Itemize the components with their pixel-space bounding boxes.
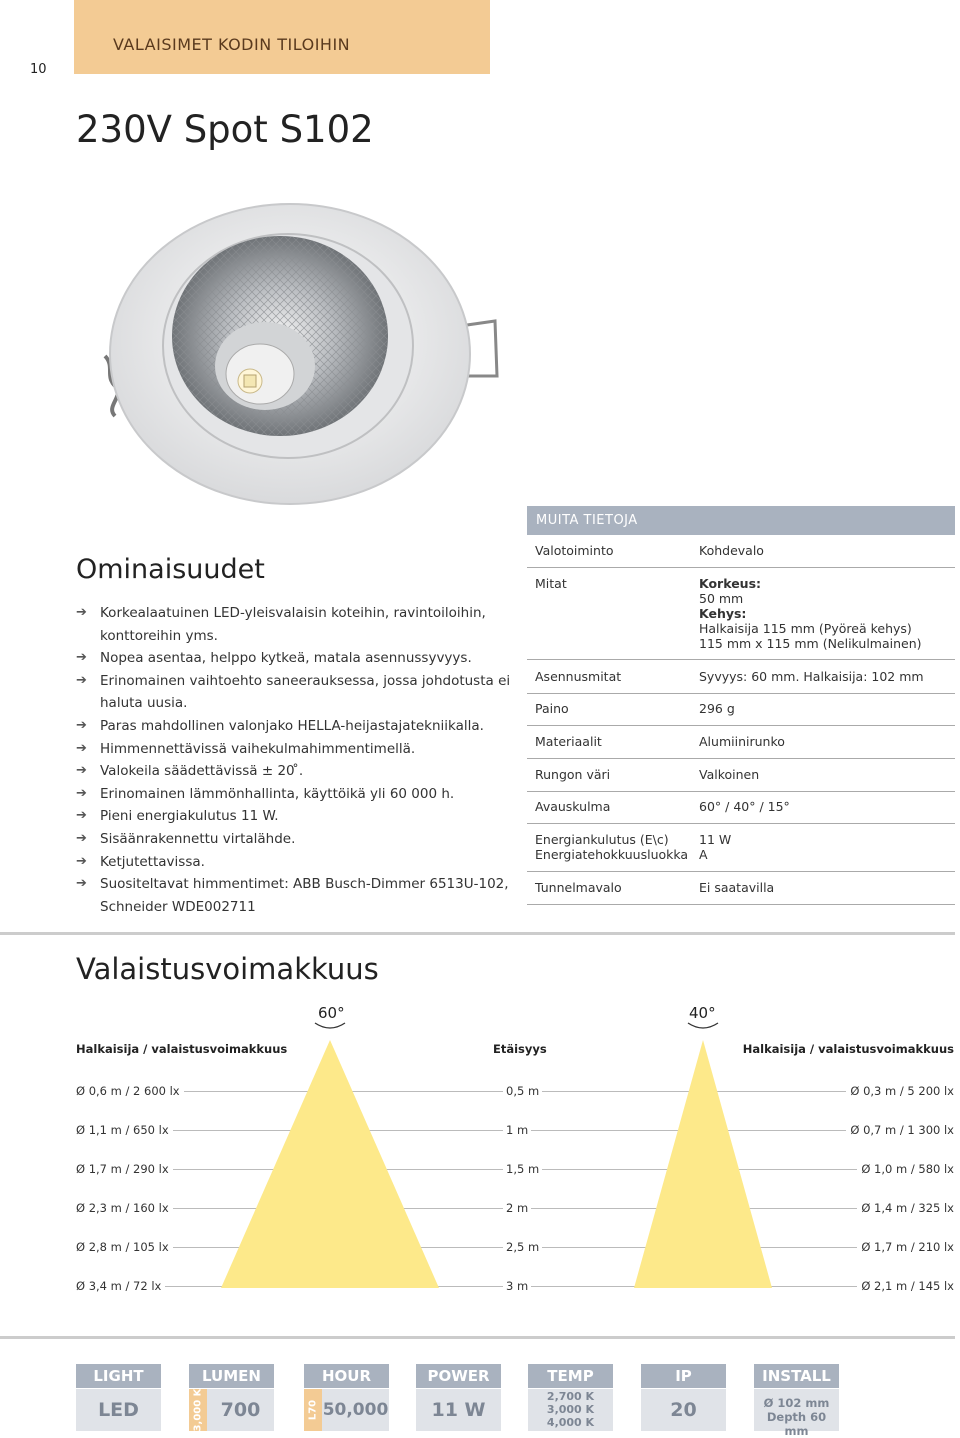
- arrow-right-icon: ➔: [76, 763, 87, 779]
- lux-distance: 0,5 m: [503, 1084, 542, 1098]
- feature-text: Ketjutettavissa.: [100, 853, 205, 870]
- info-label: Mitat: [535, 576, 567, 591]
- info-value-line: A: [699, 847, 708, 862]
- feature-item: [76, 602, 516, 647]
- info-row: [527, 669, 955, 694]
- feature-item: [76, 670, 516, 715]
- info-label: Materiaalit: [535, 734, 602, 749]
- feature-item: [76, 738, 516, 761]
- temp-option: 2,700 K: [546, 1390, 595, 1403]
- arrow-right-icon: ➔: [76, 672, 87, 688]
- info-value: [699, 832, 731, 862]
- section-title: VALAISIMET KODIN TILOIHIN: [113, 35, 351, 54]
- info-row: [527, 767, 955, 792]
- col-head-left: Halkaisija / valaistusvoimakkuus: [76, 1042, 288, 1056]
- install-depth: Depth 60 mm: [766, 1410, 827, 1438]
- col-head-right: Halkaisija / valaistusvoimakkuus: [742, 1042, 954, 1056]
- feature-text: Himmennettävissä vaihekulmahimmentimellä.: [100, 740, 416, 757]
- feature-text: Sisäänrakennettu virtalähde.: [100, 830, 296, 847]
- feature-item: [76, 851, 516, 874]
- arrow-right-icon: ➔: [76, 808, 87, 824]
- arrow-right-icon: ➔: [76, 717, 87, 733]
- lux-left: Ø 2,3 m / 160 lx: [76, 1201, 173, 1215]
- spec-lumen-head: LUMEN: [189, 1364, 274, 1388]
- spec-power-head: POWER: [416, 1364, 501, 1388]
- dim-value: 50 mm: [699, 591, 744, 606]
- lux-distance: 2 m: [503, 1201, 531, 1215]
- feature-item: [76, 783, 516, 806]
- info-value: [699, 576, 922, 651]
- dim-heading: Kehys:: [699, 606, 747, 621]
- dim-value: Halkaisija 115 mm (Pyöreä kehys): [699, 621, 912, 636]
- info-label-line: Energiatehokkuusluokka: [535, 847, 689, 862]
- temp-option: 4,000 K: [546, 1416, 595, 1429]
- info-label: [535, 832, 688, 862]
- info-value-line: 11 W: [699, 832, 732, 847]
- arrow-right-icon: ➔: [76, 785, 87, 801]
- temp-option: 3,000 K: [546, 1403, 595, 1416]
- lux-left: Ø 2,8 m / 105 lx: [76, 1240, 173, 1254]
- feature-item: [76, 873, 516, 918]
- beam-diagram: [0, 995, 960, 1300]
- spec-install-head: INSTALL: [754, 1364, 839, 1388]
- info-row: [527, 799, 955, 824]
- feature-text: Erinomainen vaihtoehto saneerauksessa, jossa johdotusta ei haluta uusia.: [100, 672, 511, 712]
- spec-hour-value: 50,000: [322, 1389, 389, 1431]
- feature-item: [76, 805, 516, 828]
- feature-item: [76, 647, 516, 670]
- lux-left: Ø 0,6 m / 2 600 lx: [76, 1084, 184, 1098]
- spec-light-head: LIGHT: [76, 1364, 161, 1388]
- lux-right: Ø 1,4 m / 325 lx: [857, 1201, 954, 1215]
- dim-heading: Korkeus:: [699, 576, 762, 591]
- beam-40-cone: [634, 1040, 772, 1288]
- lux-left: Ø 1,7 m / 290 lx: [76, 1162, 173, 1176]
- spec-temp-head: TEMP: [528, 1364, 613, 1388]
- info-row: [527, 880, 955, 905]
- feature-text: Nopea asentaa, helppo kytkeä, matala asennussyvyys.: [100, 650, 472, 667]
- feature-text: Pieni energiakulutus 11 W.: [100, 808, 279, 825]
- info-label-line: Energiankulutus (E\c): [535, 832, 669, 847]
- product-image: [100, 176, 530, 506]
- lux-distance: 2,5 m: [503, 1240, 542, 1254]
- features-list: [76, 602, 516, 918]
- section-divider: [0, 1336, 955, 1339]
- info-label: Rungon väri: [535, 767, 611, 782]
- features-title: Ominaisuudet: [76, 554, 265, 585]
- lux-distance: 1 m: [503, 1123, 531, 1137]
- feature-text: Valokeila säädettävissä ± 20 ̊.: [100, 763, 304, 780]
- lux-left: Ø 3,4 m / 72 lx: [76, 1279, 165, 1293]
- info-value: 296 g: [699, 701, 735, 716]
- arrow-right-icon: ➔: [76, 853, 87, 869]
- beam-60-cone: [221, 1040, 439, 1288]
- info-label: Valotoiminto: [535, 543, 614, 558]
- arrow-right-icon: ➔: [76, 740, 87, 756]
- col-head-mid: Etäisyys: [493, 1042, 547, 1056]
- arrow-right-icon: ➔: [76, 650, 87, 666]
- lux-distance: 3 m: [503, 1279, 531, 1293]
- lighting-title: Valaistusvoimakkuus: [76, 952, 379, 986]
- info-label: Avauskulma: [535, 799, 611, 814]
- spec-lumen-value: 700: [207, 1389, 274, 1431]
- info-row: [527, 734, 955, 759]
- info-row: [527, 576, 955, 660]
- info-row: [527, 543, 955, 568]
- lux-right: Ø 1,7 m / 210 lx: [857, 1240, 954, 1254]
- info-value: 60° / 40° / 15°: [699, 799, 790, 814]
- info-row: [527, 701, 955, 726]
- info-value: Valkoinen: [699, 767, 760, 782]
- spec-lumen-tag: 3,000 K: [189, 1389, 207, 1431]
- spec-hour-tag: L70: [304, 1389, 322, 1431]
- info-value: Ei saatavilla: [699, 880, 775, 895]
- feature-item: [76, 828, 516, 851]
- angle-label-60: 60°: [318, 1004, 345, 1022]
- lux-right: Ø 0,7 m / 1 300 lx: [846, 1123, 954, 1137]
- dim-value: 115 mm x 115 mm (Nelikulmainen): [699, 636, 922, 651]
- spec-light-value: LED: [76, 1389, 161, 1431]
- page-number: 10: [30, 62, 47, 77]
- feature-text: Paras mahdollinen valonjako HELLA-heijastajatekniikalla.: [100, 717, 484, 734]
- install-diameter: Ø 102 mm: [763, 1396, 830, 1410]
- lux-right: Ø 2,1 m / 145 lx: [857, 1279, 954, 1293]
- lux-right: Ø 1,0 m / 580 lx: [857, 1162, 954, 1176]
- spec-ip-value: 20: [641, 1389, 726, 1431]
- section-divider: [0, 932, 955, 935]
- arrow-right-icon: ➔: [76, 830, 87, 846]
- page-title: 230V Spot S102: [76, 108, 374, 151]
- lux-left: Ø 1,1 m / 650 lx: [76, 1123, 173, 1137]
- info-label: Asennusmitat: [535, 669, 622, 684]
- lux-distance: 1,5 m: [503, 1162, 542, 1176]
- angle-arc-40: [688, 1023, 718, 1028]
- info-value: Syvyys: 60 mm. Halkaisija: 102 mm: [699, 669, 924, 684]
- info-value: Alumiinirunko: [699, 734, 785, 749]
- feature-text: Suositeltavat himmentimet: ABB Busch-Dimmer 6513U-102, Schneider WDE002711: [100, 876, 509, 915]
- angle-arc-60: [315, 1023, 345, 1028]
- feature-text: Erinomainen lämmönhallinta, käyttöikä yli 60 000 h.: [100, 785, 455, 802]
- info-value: Kohdevalo: [699, 543, 764, 558]
- angle-label-40: 40°: [689, 1004, 716, 1022]
- spec-temp-value: [528, 1389, 613, 1431]
- feature-item: [76, 715, 516, 738]
- info-row: [527, 832, 955, 872]
- spec-install-value: [754, 1389, 839, 1438]
- lux-right: Ø 0,3 m / 5 200 lx: [846, 1084, 954, 1098]
- info-label: Paino: [535, 701, 569, 716]
- arrow-right-icon: ➔: [76, 605, 87, 620]
- info-header: [527, 506, 955, 535]
- feature-text: Korkealaatuinen LED-yleisvalaisin koteihin, ravintoiloihin, konttoreihin yms.: [100, 605, 486, 644]
- spec-ip-head: IP: [641, 1364, 726, 1388]
- spec-hour-head: HOUR: [304, 1364, 389, 1388]
- info-header-label: MUITA TIETOJA: [536, 513, 638, 528]
- spec-power-value: 11 W: [416, 1389, 501, 1431]
- info-label: Tunnelmavalo: [535, 880, 622, 895]
- feature-item: [76, 760, 516, 783]
- arrow-right-icon: ➔: [76, 876, 87, 892]
